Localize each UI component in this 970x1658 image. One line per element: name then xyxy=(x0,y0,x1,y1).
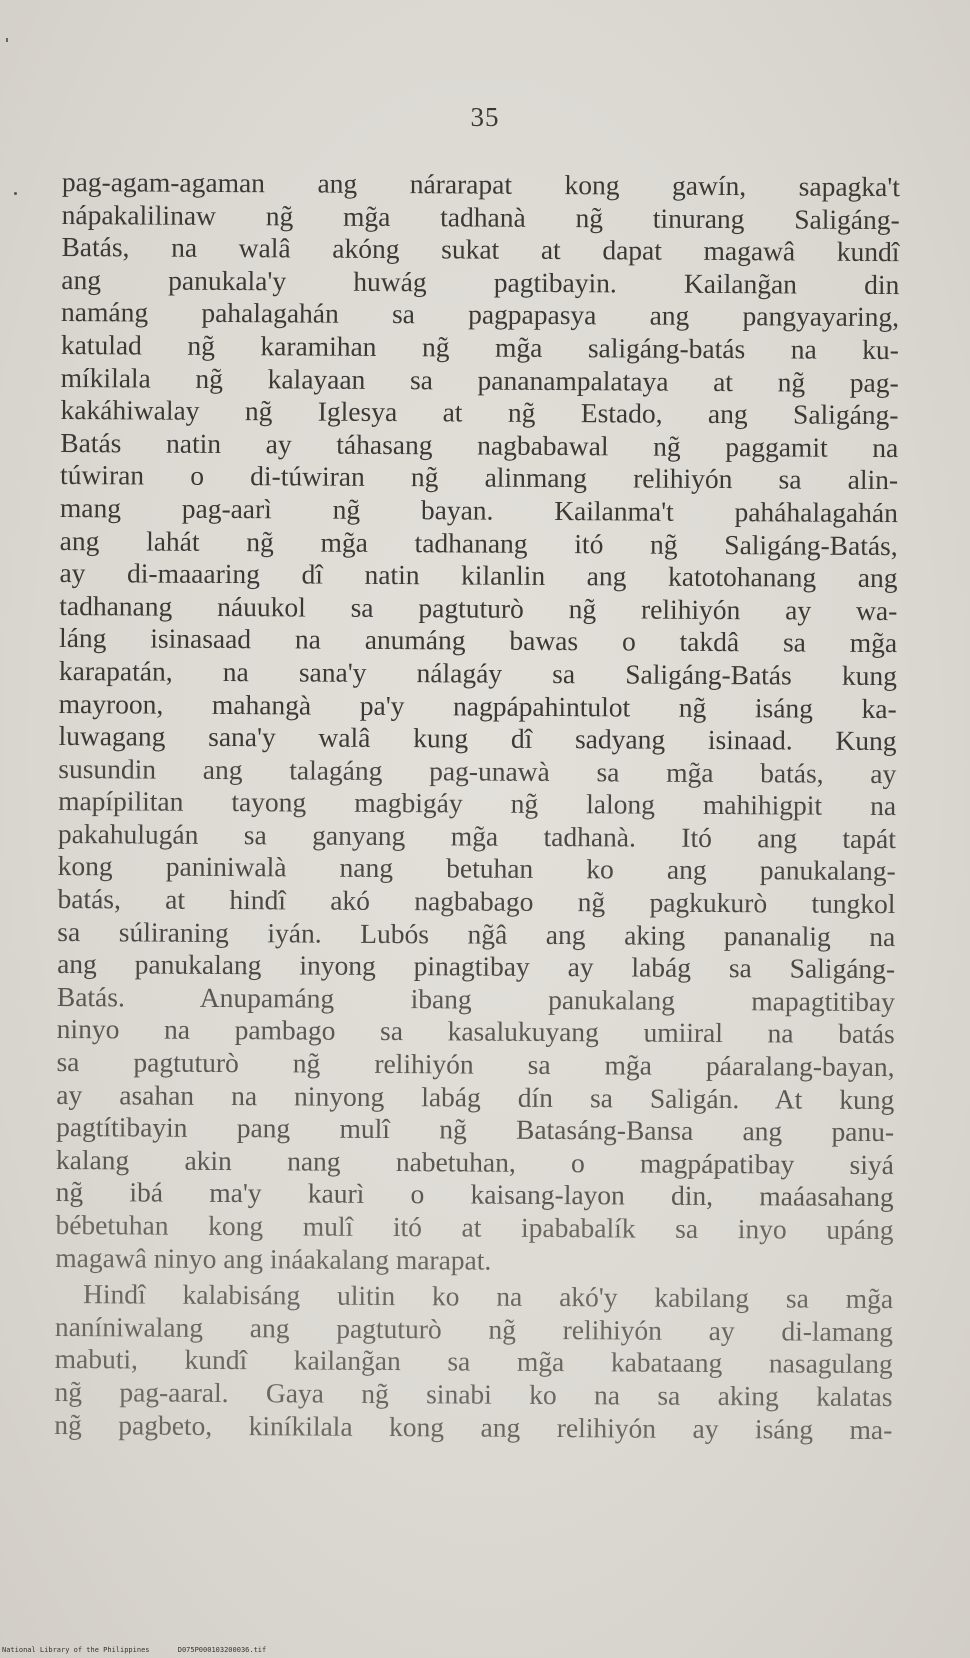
text-line: ang panukalang inyong pinagtibay ay labág sa Saligáng- xyxy=(57,948,896,985)
text-line: ang lahát ng̃ mg̃a tadhanang itó ng̃ Saligáng-Batás, xyxy=(59,524,898,561)
text-line: ninyo na pambago sa kasalukuyang umiiral na batás xyxy=(56,1013,895,1050)
text-line: ng̃ pag-aaral. Gaya ng̃ sinabi ko na sa aking kalatas xyxy=(54,1375,893,1413)
text-line: kakáhiwalay ng̃ Iglesya at ng̃ Estado, ang Saligáng- xyxy=(60,394,899,431)
text-line: pagtítibayin pang mulî ng̃ Batasáng-Bansa ang panu- xyxy=(56,1111,895,1148)
margin-dot xyxy=(14,192,17,195)
text-line: Batás natin ay táhasang nagbabawal ng̃ paggamit na xyxy=(60,426,899,463)
text-line: láng isinasaad na anumáng bawas o takdâ sa mg̃a xyxy=(59,622,898,659)
text-line: kalang akin nang nabetuhan, o magpápatibay siyá xyxy=(55,1143,895,1180)
text-line: mapípilitan tayong magbigáy ng̃ lalong mahihigpit na xyxy=(58,785,897,822)
body-text xyxy=(54,166,900,1446)
text-line: míkilala ng̃ kalayaan sa pananampalataya at ng̃ pag- xyxy=(60,361,899,398)
text-line: ay asahan na ninyong labág dín sa Saligán. At kung xyxy=(56,1078,895,1115)
text-line: mang pag-aarì ng̃ bayan. Kailanma't paháhalagahán xyxy=(59,491,898,529)
text-line: sa súliraning iyán. Lubós ng̃â ang aking pananalig na xyxy=(57,915,896,952)
text-line: katulad ng̃ karamihan ng̃ mg̃a saligáng-batás na ku- xyxy=(60,328,899,366)
text-line: susundin ang talagáng pag-unawà sa mg̃a batás, ay xyxy=(58,752,897,789)
text-line: bébetuhan kong mulî itó at ipababalík sa inyo upáng xyxy=(55,1208,894,1246)
text-line: kong paniniwalà nang betuhan ko ang panukalang- xyxy=(57,850,896,887)
text-line: ng̃ ibá ma'y kaurì o kaisang-layon din, maáasahang xyxy=(55,1176,894,1213)
text-line: sa pagtuturò ng̃ relihiyón sa mg̃a páaralang-bayan, xyxy=(56,1046,895,1083)
text-line: ay di-maaaring dî natin kilanlin ang katotohanang ang xyxy=(59,557,898,594)
text-line: pag-agam-agaman ang nárarapat kong gawín, sapagka't xyxy=(61,166,900,203)
text-line: Batás, na walâ akóng sukat at dapat magawâ kundî xyxy=(61,231,900,268)
page-number: 35 xyxy=(470,102,500,132)
scan-speck xyxy=(6,38,8,42)
footer-file: D075P000103200036.tif xyxy=(177,1646,267,1654)
footer-source: National Library of the Philippines xyxy=(2,1646,150,1654)
text-line: nápakalilinaw ng̃ mg̃a tadhanà ng̃ tinurang Saligáng- xyxy=(61,198,900,235)
text-line: ng̃ pagbeto, kiníkilala kong ang relihiyón ay isáng ma- xyxy=(54,1408,893,1445)
text-line: mayroon, mahangà pa'y nagpápahintulot ng̃ isáng ka- xyxy=(58,687,897,724)
text-line: ang panukala'y huwág pagtibayin. Kailang̃an din xyxy=(61,263,900,300)
text-line: batás, at hindî akó nagbabago ng̃ pagkukurò tungkol xyxy=(57,883,896,920)
text-line: magawâ ninyo ang ináakalang marapat. xyxy=(55,1241,492,1276)
text-line: naníniwalang ang pagtuturò ng̃ relihiyón ay di-lamang xyxy=(54,1310,893,1347)
text-line: mabuti, kundî kailang̃an sa mg̃a kabataang nasagulang xyxy=(54,1343,893,1380)
text-line: tadhanang náuukol sa pagtuturò ng̃ relihiyón ay wa- xyxy=(59,589,898,626)
text-line: Batás. Anupamáng ibang panukalang mapagtitibay xyxy=(56,980,896,1017)
scan-footer xyxy=(2,1646,290,1654)
text-line: pakahulugán sa ganyang mg̃a tadhanà. Itó ang tapát xyxy=(57,817,897,854)
text-line: luwagang sana'y walâ kung dî sadyang isinaad. Kung xyxy=(58,720,897,757)
text-line: karapatán, na sana'y nálagáy sa Saligáng-Batás kung xyxy=(58,654,897,692)
text-line: Hindî kalabisáng ulitin ko na akó'y kabilang sa mg̃a xyxy=(83,1278,894,1315)
text-line: namáng pahalagahán sa pagpapasya ang pangyayaring, xyxy=(61,296,900,333)
text-line: túwiran o di-túwiran ng̃ alinmang relihiyón sa alin- xyxy=(60,459,899,496)
